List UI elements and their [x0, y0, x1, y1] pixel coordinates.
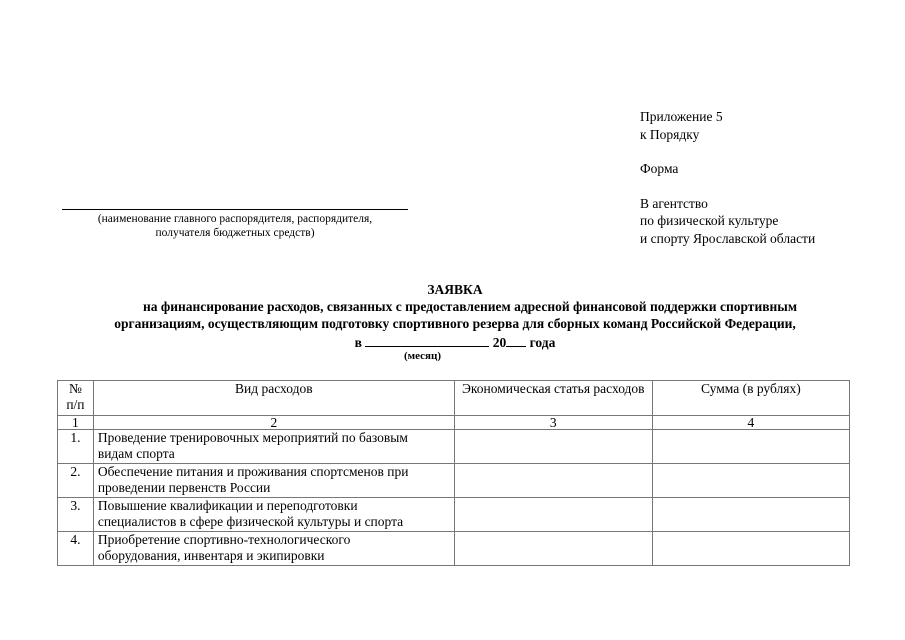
period-line — [60, 334, 850, 351]
annex-reference: к Порядку — [640, 126, 700, 142]
sum-cell[interactable] — [652, 464, 849, 498]
purpose-line-2: организациям, осуществляющим подготовку спортивного резерва для сборных команд Российской Федерации, — [114, 316, 796, 331]
table-row — [58, 430, 850, 464]
column-number: 1 — [58, 416, 94, 430]
expense-type-line-1: Повышение квалификации и переподготовки — [97, 498, 358, 513]
form-label: Форма — [640, 161, 679, 176]
annex-block — [640, 108, 815, 247]
annex-number: Приложение 5 — [640, 109, 723, 124]
header-number-symbol: № — [68, 381, 82, 396]
expense-type-cell — [93, 498, 454, 532]
expense-type-line-2: проведении первенств России — [97, 480, 271, 495]
table-header-row — [58, 381, 850, 416]
expenses-table — [57, 380, 850, 566]
economic-article-cell[interactable] — [454, 464, 652, 498]
header-economic-article: Экономическая статья расходов — [454, 381, 652, 416]
header-expense-type: Вид расходов — [93, 381, 454, 416]
expense-type-cell — [93, 464, 454, 498]
expense-type-line-2: оборудования, инвентаря и экипировки — [97, 548, 325, 563]
row-number: 2. — [58, 464, 94, 498]
economic-article-cell[interactable] — [454, 430, 652, 464]
column-numbers-row — [58, 416, 850, 430]
expense-type-cell — [93, 532, 454, 566]
sum-cell[interactable] — [652, 498, 849, 532]
expense-type-line-2: видам спорта — [97, 446, 175, 461]
sum-cell[interactable] — [652, 430, 849, 464]
expense-type-cell — [93, 430, 454, 464]
document-purpose — [60, 298, 850, 332]
expense-type-line-1: Приобретение спортивно-технологического — [97, 532, 351, 547]
period-prefix: в — [354, 335, 362, 350]
expense-type-line-2: специалистов в сфере физической культуры и спорта — [97, 514, 404, 529]
row-number: 1. — [58, 430, 94, 464]
header-sum: Сумма (в рублях) — [652, 381, 849, 416]
month-caption: (месяц) — [404, 350, 442, 362]
month-blank-field[interactable] — [365, 335, 489, 347]
row-number: 4. — [58, 532, 94, 566]
payer-caption-line-2: получателя бюджетных средств) — [155, 227, 315, 239]
document-title: ЗАЯВКА — [427, 282, 483, 297]
column-number: 3 — [454, 416, 652, 430]
purpose-line-1: на финансирование расходов, связанных с предоставлением адресной финансовой поддержки спортивным — [142, 299, 798, 314]
header-number — [58, 381, 94, 416]
year-blank-field[interactable] — [506, 335, 526, 347]
expense-type-line-1: Обеспечение питания и проживания спортсменов при — [97, 464, 409, 479]
payer-signature-field — [62, 209, 408, 240]
addressee-line-3: и спорту Ярославской области — [640, 230, 816, 246]
column-number: 4 — [652, 416, 849, 430]
table-row — [58, 498, 850, 532]
addressee-line-2: по физической культуре — [640, 213, 779, 228]
sum-cell[interactable] — [652, 532, 849, 566]
payer-caption-line-1: (наименование главного распорядителя, распорядителя, — [97, 213, 373, 225]
column-number: 2 — [93, 416, 454, 430]
economic-article-cell[interactable] — [454, 498, 652, 532]
addressee-line-1: В агентство — [640, 195, 708, 211]
year-prefix: 20 — [492, 335, 507, 350]
period-suffix: года — [529, 335, 556, 350]
table-row — [58, 532, 850, 566]
header-number-abbr: п/п — [66, 397, 85, 412]
economic-article-cell[interactable] — [454, 532, 652, 566]
row-number: 3. — [58, 498, 94, 532]
table-row — [58, 464, 850, 498]
expense-type-line-1: Проведение тренировочных мероприятий по базовым — [97, 430, 408, 445]
